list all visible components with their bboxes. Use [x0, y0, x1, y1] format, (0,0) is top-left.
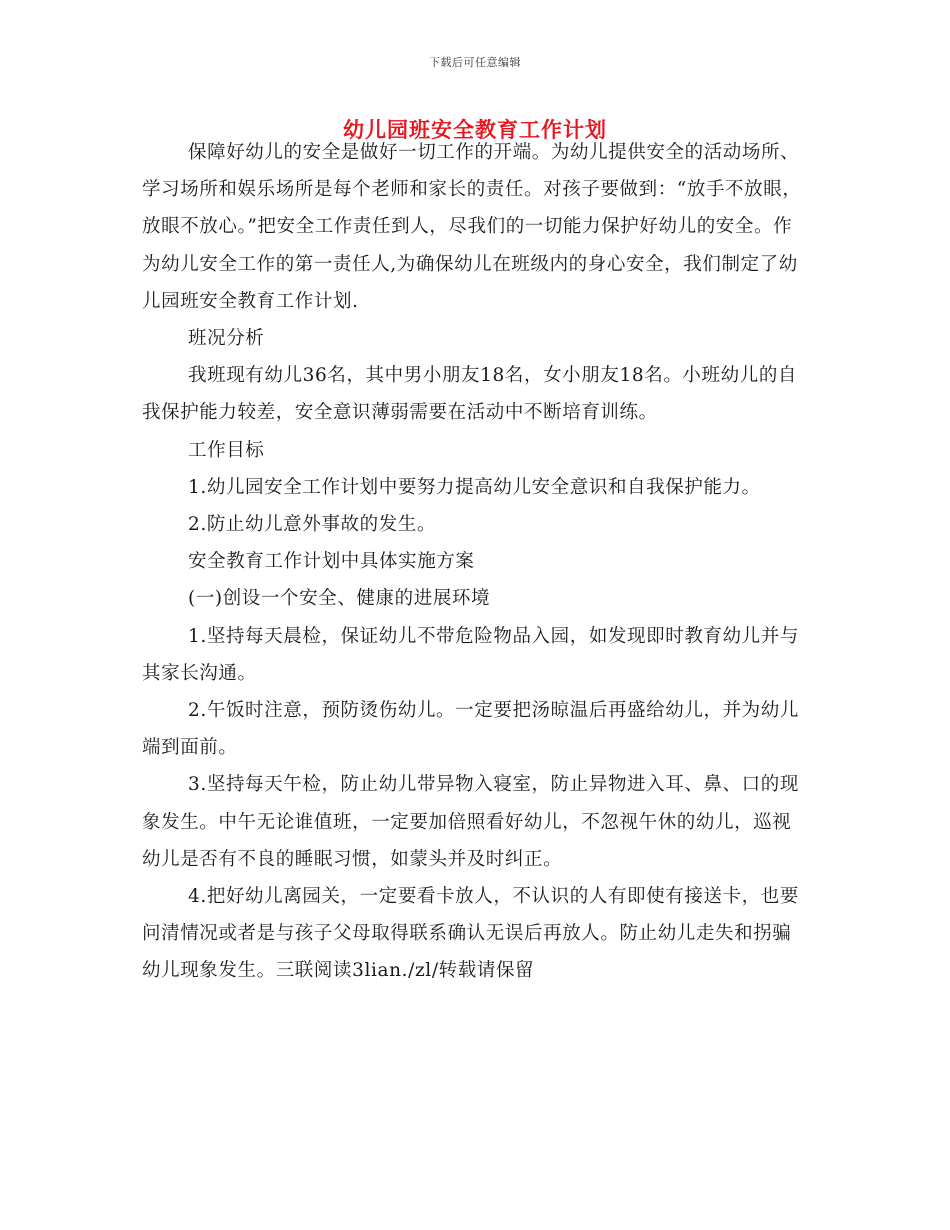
document-title: 幼儿园班安全教育工作计划	[343, 117, 607, 142]
paragraph-item-2: 2.午饭时注意，预防烫伤幼儿。一定要把汤晾温后再盛给幼儿，并为幼儿端到面前。	[142, 700, 799, 759]
subsection-heading-environment: (一)创设一个安全、健康的进展环境	[188, 588, 491, 610]
section-heading-class-analysis: 班况分析	[188, 328, 265, 350]
document-body	[142, 134, 810, 990]
paragraph-intro: 保障好幼儿的安全是做好一切工作的开端。为幼儿提供安全的活动场所、学习场所和娱乐场所是每个老师和家长的责任。对孩子要做到：“放手不放眼，放眼不放心。”把安全工作责任到人，尽我们的一切能力保护好幼儿的安全。作为幼儿安全工作的第一责任人,为确保幼儿在班级内的身心安全，我们制定了幼儿园班安全教育工作计划.	[142, 142, 802, 312]
section-heading-implementation: 安全教育工作计划中具体实施方案	[188, 551, 475, 573]
paragraph-goal-1: 1.幼儿园安全工作计划中要努力提高幼儿安全意识和自我保护能力。	[188, 476, 761, 498]
paragraph-goal-2: 2.防止幼儿意外事故的发生。	[188, 514, 437, 536]
section-heading-work-goals: 工作目标	[188, 439, 265, 461]
paragraph-item-1: 1.坚持每天晨检，保证幼儿不带危险物品入园，如发现即时教育幼儿并与其家长沟通。	[142, 625, 799, 684]
paragraph-item-3: 3.坚持每天午检，防止幼儿带异物入寝室，防止异物进入耳、鼻、口的现象发生。中午无论谁值班，一定要加倍照看好幼儿，不忽视午休的幼儿，巡视幼儿是否有不良的睡眠习惯，如蒙头并及时纠正。	[142, 774, 799, 870]
page-header-note: 下载后可任意编辑	[429, 56, 521, 69]
paragraph-class-analysis: 我班现有幼儿36名，其中男小朋友18名，女小朋友18名。小班幼儿的自我保护能力较差，安全意识薄弱需要在活动中不断培育训练。	[142, 365, 798, 424]
paragraph-item-4: 4.把好幼儿离园关，一定要看卡放人，不认识的人有即使有接送卡，也要问清情况或者是与孩子父母取得联系确认无误后再放人。防止幼儿走失和拐骗幼儿现象发生。三联阅读3lian./zl/转载请保留	[142, 886, 799, 982]
